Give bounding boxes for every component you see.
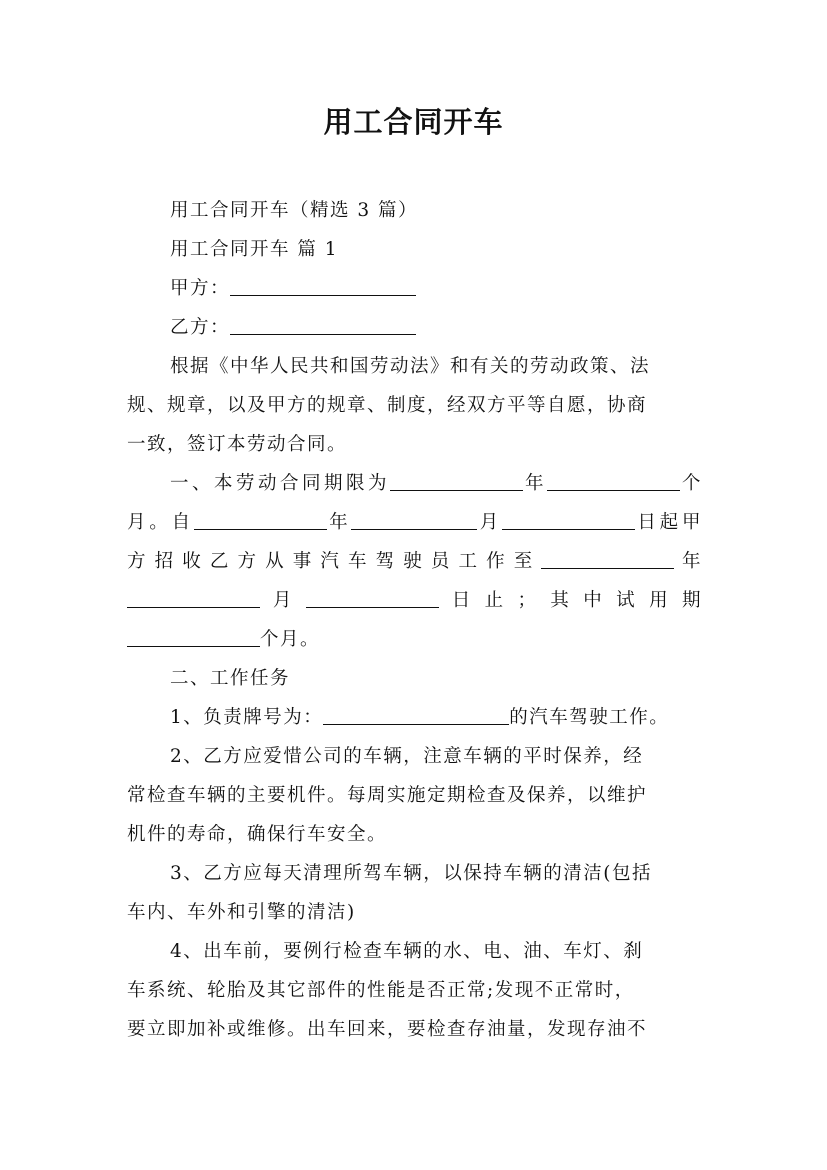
text-run: 年 xyxy=(326,512,352,533)
fill-blank xyxy=(127,589,260,608)
paragraph-line: 2、乙方应爱惜公司的车辆，注意车辆的平时保养，经 xyxy=(170,746,644,767)
party-b-blank xyxy=(230,316,416,335)
party-a-line xyxy=(170,276,702,302)
clause-1-line xyxy=(127,588,702,614)
clause-1-line xyxy=(127,627,702,653)
plate-number-blank xyxy=(323,706,509,725)
text-run: 日止；其中试用期 xyxy=(438,590,702,611)
paragraph-line: 4、出车前，要例行检查车辆的水、电、油、车灯、刹 xyxy=(170,941,644,962)
subtitle: 用工合同开车（精选 3 篇） xyxy=(170,200,419,221)
paragraph-line: 根据《中华人民共和国劳动法》和有关的劳动政策、法 xyxy=(170,356,651,377)
text-run: 月 xyxy=(477,512,503,533)
party-a-blank xyxy=(230,277,416,296)
clause-1-line xyxy=(127,510,702,536)
text-run: 日起甲 xyxy=(635,512,702,533)
paragraph-line: 规、规章，以及甲方的规章、制度，经双方平等自愿，协商 xyxy=(127,395,648,416)
text-run: 的汽车驾驶工作。 xyxy=(509,707,670,728)
section-heading: 二、工作任务 xyxy=(170,668,291,689)
fill-blank xyxy=(194,511,327,530)
fill-blank xyxy=(502,511,635,530)
paragraph-line: 车内、车外和引擎的清洁) xyxy=(127,902,356,923)
paragraph-line: 一致，签订本劳动合同。 xyxy=(127,434,348,455)
fill-blank xyxy=(306,589,439,608)
paragraph-line: 常检查车辆的主要机件。每周实施定期检查及保养，以维护 xyxy=(127,785,648,806)
party-b-line xyxy=(170,315,702,341)
fill-blank xyxy=(547,472,680,491)
clause-1-line xyxy=(127,549,702,575)
text-run: 年 xyxy=(674,551,702,572)
fill-blank xyxy=(541,550,674,569)
clause-1-line xyxy=(170,471,702,497)
paragraph-line: 要立即加补或维修。出车回来，要检查存油量，发现存油不 xyxy=(127,1019,648,1040)
text-run: 1、负责牌号为： xyxy=(170,707,324,728)
text-run: 方招收乙方从事汽车驾驶员工作至 xyxy=(127,551,542,572)
text-run: 个月。 xyxy=(260,629,321,650)
paragraph-line: 车系统、轮胎及其它部件的性能是否正常;发现不正常时， xyxy=(127,980,635,1001)
text-run: 月。自 xyxy=(127,512,194,533)
party-b-label: 乙方： xyxy=(170,317,231,338)
section-heading: 用工合同开车 篇 1 xyxy=(170,239,339,260)
text-run: 个 xyxy=(679,473,702,494)
text-run: 月 xyxy=(260,590,306,611)
document-title: 用工合同开车 xyxy=(323,105,504,139)
fill-blank xyxy=(351,511,477,530)
party-a-label: 甲方： xyxy=(170,278,231,299)
fill-blank xyxy=(390,472,523,491)
text-run: 一、本劳动合同期限为 xyxy=(170,473,390,494)
text-run: 年 xyxy=(522,473,547,494)
fill-blank xyxy=(127,628,260,647)
paragraph-line: 机件的寿命，确保行车安全。 xyxy=(127,824,388,845)
paragraph-line: 3、乙方应每天清理所驾车辆，以保持车辆的清洁(包括 xyxy=(170,863,652,884)
task-1-line xyxy=(170,705,702,731)
